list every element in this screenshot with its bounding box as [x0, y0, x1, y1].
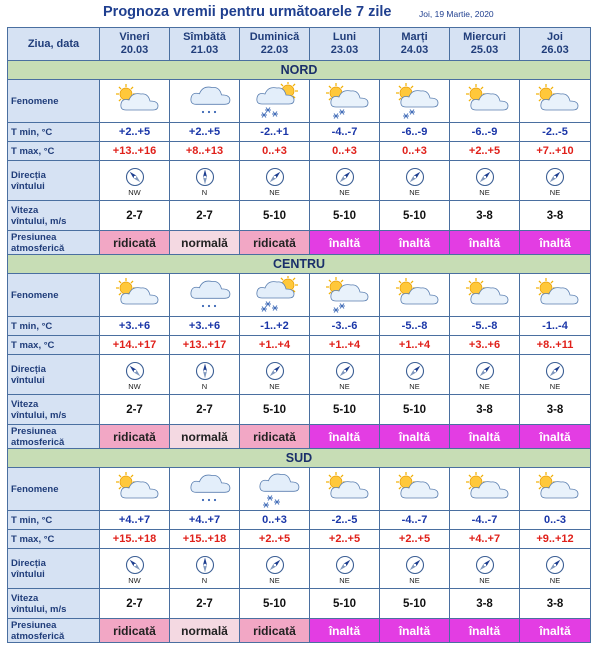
tmin-value: -2..-5: [520, 123, 591, 142]
phenomena-row: [8, 80, 591, 123]
sun-cloud-icon: [310, 470, 379, 508]
wind-speed-value: 5-10: [310, 395, 380, 425]
pressure-value: înaltă: [520, 231, 591, 255]
day-header: [450, 28, 520, 61]
wind-direction-label: NE: [269, 575, 280, 585]
row-label-tmin: T min, °C: [8, 123, 100, 142]
wind-direction-label: NW: [128, 187, 141, 197]
row-label-direction: [8, 549, 100, 589]
wind-direction-cell: [240, 355, 310, 395]
phenomena-cell: [380, 80, 450, 123]
tmin-value: -2..-5: [310, 511, 380, 530]
phenomena-cell: [520, 274, 591, 317]
tmax-value: +13..+16: [100, 142, 170, 161]
wind-speed-value: 5-10: [380, 589, 450, 619]
tmin-value: +4..+7: [100, 511, 170, 530]
tmin-value: -1..+2: [240, 317, 310, 336]
tmax-row: [8, 336, 591, 355]
phenomena-cell: [100, 468, 170, 511]
phenomena-cell: [170, 468, 240, 511]
tmin-value: -6..-9: [380, 123, 450, 142]
day-date: 25.03: [470, 44, 499, 56]
tmax-value: 0..+3: [380, 142, 450, 161]
tmax-row: [8, 142, 591, 161]
phenomena-cell: [240, 274, 310, 317]
wind-speed-value: 3-8: [520, 589, 591, 619]
row-label-line: Presiunea: [11, 619, 57, 631]
pressure-value: înaltă: [520, 425, 591, 449]
tmax-value: +1..+4: [380, 336, 450, 355]
sun-cloud-icon: [100, 82, 169, 120]
region-row: [8, 61, 591, 80]
wind-direction-cell: [520, 355, 591, 395]
day-date: 26.03: [541, 44, 569, 56]
pressure-value: înaltă: [310, 425, 380, 449]
tmax-value: +7..+10: [520, 142, 591, 161]
pressure-value: ridicată: [100, 619, 170, 643]
row-label-line: Direcția: [11, 169, 46, 181]
pressure-value: ridicată: [240, 619, 310, 643]
row-label-line: Presiunea: [11, 425, 57, 437]
row-label-tmax: T max, °C: [8, 530, 100, 549]
wind-direction-label: NW: [128, 381, 141, 391]
wind-direction-cell: [100, 355, 170, 395]
wind-direction-cell: [520, 549, 591, 589]
wind-speed-value: 5-10: [310, 201, 380, 231]
row-label-line: vîntului, m/s: [11, 409, 67, 421]
wind-direction-cell: [310, 161, 380, 201]
wind-speed-value: 5-10: [380, 201, 450, 231]
compass-icon: [450, 167, 519, 187]
row-label-direction: [8, 161, 100, 201]
region-row: [8, 449, 591, 468]
tmax-value: +15..+18: [170, 530, 240, 549]
sun-cloud-icon: [100, 470, 169, 508]
wind-direction-cell: [380, 161, 450, 201]
wind-direction-label: NE: [339, 381, 350, 391]
compass-icon: [170, 361, 239, 381]
tmin-value: 0..+3: [240, 511, 310, 530]
pressure-value: normală: [170, 425, 240, 449]
tmin-value: -2..+1: [240, 123, 310, 142]
compass-icon: [240, 167, 309, 187]
phenomena-cell: [380, 274, 450, 317]
phenomena-cell: [450, 80, 520, 123]
sun-cloud-snow-icon: [310, 82, 379, 120]
wind-speed-value: 2-7: [170, 589, 240, 619]
phenomena-cell: [380, 468, 450, 511]
wind-direction-cell: [310, 549, 380, 589]
compass-icon: [310, 361, 379, 381]
wind-direction-label: NE: [549, 575, 561, 585]
sun-cloud-icon: [520, 276, 590, 314]
row-label-phenomena: Fenomene: [8, 468, 100, 511]
row-label-speed: [8, 589, 100, 619]
wind-direction-cell: [240, 549, 310, 589]
row-label-tmin: T min, °C: [8, 317, 100, 336]
compass-icon: [240, 555, 309, 575]
phenomena-cell: [520, 468, 591, 511]
tmin-value: +3..+6: [100, 317, 170, 336]
wind-direction-cell: [450, 549, 520, 589]
row-label-line: atmosferică: [11, 436, 65, 448]
tmax-value: +15..+18: [100, 530, 170, 549]
row-label-phenomena: Fenomene: [8, 274, 100, 317]
phenomena-cell: [100, 80, 170, 123]
tmin-value: -4..-7: [450, 511, 520, 530]
row-label-speed: [8, 395, 100, 425]
row-label-pressure: [8, 619, 100, 643]
page-header: [0, 3, 600, 23]
wind-direction-row: [8, 161, 591, 201]
pressure-value: înaltă: [310, 231, 380, 255]
phenomena-row: [8, 274, 591, 317]
tmax-row: [8, 530, 591, 549]
compass-icon: [100, 361, 169, 381]
tmax-value: +4..+7: [450, 530, 520, 549]
row-label-line: atmosferică: [11, 242, 65, 254]
row-label-line: Direcția: [11, 363, 46, 375]
tmax-value: +2..+5: [310, 530, 380, 549]
tmax-value: +1..+4: [240, 336, 310, 355]
tmax-value: +2..+5: [380, 530, 450, 549]
row-label-line: atmosferică: [11, 630, 65, 642]
wind-direction-label: N: [201, 381, 208, 391]
phenomena-cell: [170, 274, 240, 317]
tmax-value: +8..+13: [170, 142, 240, 161]
tmin-value: +3..+6: [170, 317, 240, 336]
row-label-line: vîntului: [11, 374, 45, 386]
row-label-line: Viteza: [11, 398, 39, 410]
tmax-value: +1..+4: [310, 336, 380, 355]
pressure-value: ridicată: [240, 231, 310, 255]
tmax-value: +8..+11: [520, 336, 591, 355]
compass-icon: [450, 361, 519, 381]
pressure-value: normală: [170, 619, 240, 643]
wind-speed-value: 3-8: [450, 201, 520, 231]
region-title: SUD: [8, 449, 591, 468]
forecast-date: Joi, 19 Martie, 2020: [419, 9, 494, 19]
phenomena-cell: [310, 80, 380, 123]
region-title: CENTRU: [8, 255, 591, 274]
compass-icon: [310, 167, 379, 187]
wind-speed-row: [8, 201, 591, 231]
wind-direction-cell: [450, 355, 520, 395]
row-label-pressure: [8, 425, 100, 449]
pressure-value: înaltă: [450, 231, 520, 255]
wind-direction-label: N: [201, 575, 208, 585]
tmin-value: +2..+5: [100, 123, 170, 142]
wind-speed-value: 2-7: [170, 201, 240, 231]
pressure-value: înaltă: [380, 231, 450, 255]
tmin-row: [8, 123, 591, 142]
day-date: 23.03: [330, 44, 359, 56]
day-name: Marți: [401, 31, 428, 43]
wind-speed-value: 5-10: [310, 589, 380, 619]
sun-cloud-icon: [450, 470, 519, 508]
day-header: [240, 28, 310, 61]
day-name: Duminică: [249, 31, 300, 43]
compass-icon: [380, 167, 449, 187]
cloud-light-rain-icon: [170, 276, 239, 314]
row-label-tmax: T max, °C: [8, 142, 100, 161]
wind-direction-cell: [450, 161, 520, 201]
row-label-line: Viteza: [11, 204, 39, 216]
wind-speed-value: 3-8: [450, 395, 520, 425]
row-label-line: vîntului, m/s: [11, 603, 67, 615]
wind-direction-label: NE: [339, 575, 350, 585]
row-label-line: Direcția: [11, 557, 46, 569]
phenomena-cell: [170, 80, 240, 123]
day-header: [380, 28, 450, 61]
wind-speed-value: 3-8: [520, 395, 591, 425]
wind-speed-row: [8, 395, 591, 425]
pressure-value: ridicată: [100, 425, 170, 449]
wind-speed-value: 2-7: [100, 395, 170, 425]
wind-direction-cell: [310, 355, 380, 395]
wind-direction-label: N: [201, 187, 208, 197]
corner-label: Ziua, data: [8, 28, 100, 61]
pressure-value: înaltă: [520, 619, 591, 643]
day-date: 24.03: [400, 44, 429, 56]
day-name: Miercuri: [463, 31, 506, 43]
phenomena-cell: [100, 274, 170, 317]
wind-direction-label: NE: [479, 575, 490, 585]
pressure-value: înaltă: [310, 619, 380, 643]
tmin-row: [8, 511, 591, 530]
wind-direction-label: NE: [549, 381, 561, 391]
wind-direction-row: [8, 549, 591, 589]
wind-direction-cell: [170, 161, 240, 201]
cloud-light-rain-icon: [170, 470, 239, 508]
compass-icon: [450, 555, 519, 575]
tmin-value: -3..-6: [310, 317, 380, 336]
compass-icon: [170, 555, 239, 575]
row-label-line: Presiunea: [11, 231, 57, 243]
wind-direction-label: NE: [269, 381, 280, 391]
day-name: Luni: [332, 31, 357, 43]
wind-direction-label: NE: [409, 575, 420, 585]
day-name: Joi: [547, 31, 563, 43]
tmax-value: +14..+17: [100, 336, 170, 355]
pressure-value: înaltă: [450, 425, 520, 449]
wind-direction-label: NE: [269, 187, 280, 197]
wind-speed-row: [8, 589, 591, 619]
pressure-value: ridicată: [240, 425, 310, 449]
row-label-line: Viteza: [11, 592, 39, 604]
phenomena-cell: [450, 468, 520, 511]
sun-cloud-icon: [380, 470, 449, 508]
row-label-phenomena: Fenomene: [8, 80, 100, 123]
pressure-value: ridicată: [100, 231, 170, 255]
compass-icon: [170, 167, 239, 187]
row-label-line: vîntului, m/s: [11, 215, 67, 227]
day-date: 21.03: [190, 44, 219, 56]
wind-direction-label: NE: [479, 187, 490, 197]
pressure-value: înaltă: [450, 619, 520, 643]
pressure-value: înaltă: [380, 425, 450, 449]
tmax-value: +13..+17: [170, 336, 240, 355]
row-label-direction: [8, 355, 100, 395]
compass-icon: [100, 555, 169, 575]
tmin-value: 0..-3: [520, 511, 591, 530]
tmin-value: +4..+7: [170, 511, 240, 530]
wind-speed-value: 2-7: [170, 395, 240, 425]
tmin-row: [8, 317, 591, 336]
wind-speed-value: 2-7: [100, 201, 170, 231]
forecast-table: [7, 27, 591, 643]
wind-speed-value: 5-10: [380, 395, 450, 425]
compass-icon: [520, 361, 590, 381]
wind-direction-label: NW: [128, 575, 141, 585]
row-label-line: vîntului: [11, 568, 45, 580]
compass-icon: [520, 555, 590, 575]
phenomena-cell: [310, 274, 380, 317]
pressure-value: înaltă: [380, 619, 450, 643]
wind-direction-label: NE: [549, 187, 561, 197]
tmin-value: -5..-8: [450, 317, 520, 336]
row-label-line: vîntului: [11, 180, 45, 192]
wind-speed-value: 5-10: [240, 201, 310, 231]
row-label-tmin: T min, °C: [8, 511, 100, 530]
wind-direction-cell: [380, 355, 450, 395]
pressure-row: [8, 231, 591, 255]
tmax-value: 0..+3: [240, 142, 310, 161]
day-date: 22.03: [260, 44, 289, 56]
tmin-value: -4..-7: [380, 511, 450, 530]
compass-icon: [380, 555, 449, 575]
wind-direction-cell: [380, 549, 450, 589]
phenomena-cell: [240, 80, 310, 123]
phenomena-cell: [240, 468, 310, 511]
cloud-snow-icon: [240, 470, 309, 508]
wind-speed-value: 2-7: [100, 589, 170, 619]
day-header: [520, 28, 591, 61]
tmax-value: 0..+3: [310, 142, 380, 161]
day-name: Vineri: [119, 31, 150, 43]
wind-direction-row: [8, 355, 591, 395]
row-label-speed: [8, 201, 100, 231]
wind-speed-value: 5-10: [240, 395, 310, 425]
wind-speed-value: 3-8: [450, 589, 520, 619]
tmin-value: -4..-7: [310, 123, 380, 142]
sun-cloud-snow-icon: [310, 276, 379, 314]
wind-direction-cell: [520, 161, 591, 201]
phenomena-cell: [450, 274, 520, 317]
wind-direction-cell: [100, 161, 170, 201]
cloud-light-rain-icon: [170, 82, 239, 120]
sun-cloud-icon: [520, 82, 590, 120]
row-label-tmax: T max, °C: [8, 336, 100, 355]
compass-icon: [380, 361, 449, 381]
wind-direction-label: NE: [339, 187, 350, 197]
sun-cloud-icon: [380, 276, 449, 314]
tmax-value: +2..+5: [450, 142, 520, 161]
wind-speed-value: 3-8: [520, 201, 591, 231]
cloud-sun-snow-icon: [240, 276, 309, 314]
sun-cloud-snow-icon: [380, 82, 449, 120]
region-row: [8, 255, 591, 274]
wind-direction-cell: [240, 161, 310, 201]
pressure-row: [8, 619, 591, 643]
compass-icon: [100, 167, 169, 187]
tmin-value: -5..-8: [380, 317, 450, 336]
tmin-value: -1..-4: [520, 317, 591, 336]
compass-icon: [520, 167, 590, 187]
tmax-value: +2..+5: [240, 530, 310, 549]
cloud-sun-snow-icon: [240, 82, 309, 120]
wind-direction-cell: [170, 355, 240, 395]
pressure-row: [8, 425, 591, 449]
day-header: [170, 28, 240, 61]
phenomena-cell: [520, 80, 591, 123]
tmin-value: +2..+5: [170, 123, 240, 142]
wind-direction-label: NE: [479, 381, 490, 391]
sun-cloud-icon: [450, 276, 519, 314]
day-name: Sîmbătă: [183, 31, 226, 43]
sun-cloud-icon: [450, 82, 519, 120]
compass-icon: [240, 361, 309, 381]
phenomena-row: [8, 468, 591, 511]
wind-direction-label: NE: [409, 381, 420, 391]
row-label-pressure: [8, 231, 100, 255]
region-title: NORD: [8, 61, 591, 80]
compass-icon: [310, 555, 379, 575]
day-date: 20.03: [120, 44, 149, 56]
tmax-value: +3..+6: [450, 336, 520, 355]
sun-cloud-icon: [520, 470, 590, 508]
sun-cloud-icon: [100, 276, 169, 314]
day-header: [310, 28, 380, 61]
wind-speed-value: 5-10: [240, 589, 310, 619]
wind-direction-label: NE: [409, 187, 420, 197]
day-header: [100, 28, 170, 61]
pressure-value: normală: [170, 231, 240, 255]
tmin-value: -6..-9: [450, 123, 520, 142]
wind-direction-cell: [170, 549, 240, 589]
phenomena-cell: [310, 468, 380, 511]
header-row: [8, 28, 591, 61]
wind-direction-cell: [100, 549, 170, 589]
tmax-value: +9..+12: [520, 530, 591, 549]
page-title: Prognoza vremii pentru următoarele 7 zile: [103, 4, 392, 20]
